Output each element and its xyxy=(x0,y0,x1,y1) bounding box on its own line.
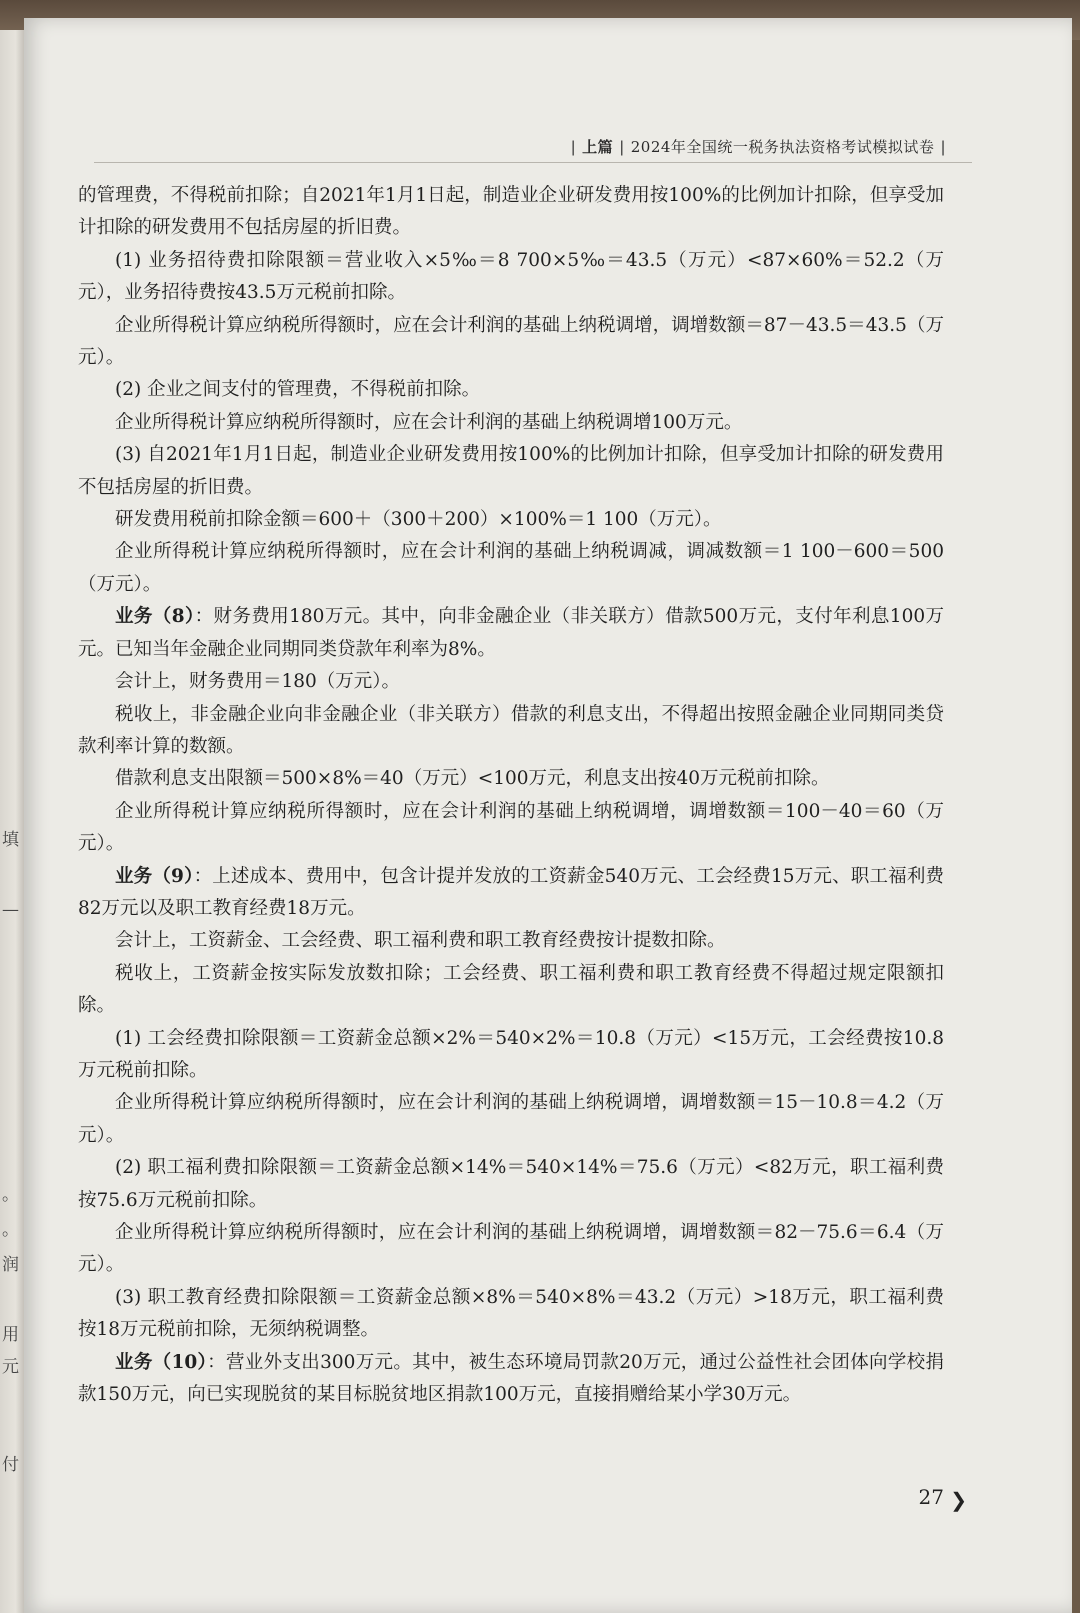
header-title: 2024年全国统一税务执法资格考试模拟试卷 xyxy=(630,138,935,156)
paragraph xyxy=(78,1282,944,1347)
header-part: 上篇 xyxy=(582,138,614,156)
paragraph-text: 税收上，工资薪金按实际发放数扣除；工会经费、职工福利费和职工教育经费不得超过规定限额扣除。 xyxy=(78,962,944,1017)
paragraph xyxy=(78,439,944,504)
business-item-label: 业务（10） xyxy=(115,1351,208,1373)
left-page-fragment: 。 xyxy=(2,1185,19,1205)
paragraph xyxy=(78,536,944,601)
paragraph xyxy=(78,1217,944,1282)
left-page-fragment: 填 xyxy=(2,830,19,850)
paragraph xyxy=(78,925,944,957)
paragraph-text: 企业所得税计算应纳税所得额时，应在会计利润的基础上纳税调增，调增数额＝15－10.8＝4.2（万元）。 xyxy=(78,1092,944,1146)
paragraph-text: 借款利息支出限额＝500×8%＝40（万元）<100万元，利息支出按40万元税前扣除。 xyxy=(115,768,830,790)
book-page xyxy=(24,18,1072,1613)
paragraph xyxy=(78,407,944,439)
left-page-fragment: 付 xyxy=(2,1455,19,1475)
left-page-fragment: 元 xyxy=(2,1357,19,1377)
paragraph xyxy=(78,958,944,1023)
paragraph-text: 企业所得税计算应纳税所得额时，应在会计利润的基础上纳税调减，调减数额＝1 100－600＝500（万元）。 xyxy=(78,541,944,595)
paragraph-text: 企业所得税计算应纳税所得额时，应在会计利润的基础上纳税调增，调增数额＝82－75.6＝6.4（万元）。 xyxy=(78,1222,944,1276)
left-page-edge xyxy=(0,30,26,1613)
page-number: 27 xyxy=(918,1485,944,1509)
paragraph xyxy=(78,699,944,764)
paragraph xyxy=(78,763,944,795)
paragraph-text: (2) 企业之间支付的管理费，不得税前扣除。 xyxy=(115,379,481,401)
paragraph-text: 企业所得税计算应纳税所得额时，应在会计利润的基础上纳税调增100万元。 xyxy=(115,411,743,433)
paragraph xyxy=(78,1023,944,1088)
left-page-fragment: 用 xyxy=(2,1325,19,1345)
paragraph xyxy=(78,180,944,245)
paragraph-text: ：营业外支出300万元。其中，被生态环境局罚款20万元，通过公益性社会团体向学校捐款150万元，向已实现脱贫的某目标脱贫地区捐款100万元，直接捐赠给某小学30万元。 xyxy=(78,1351,944,1406)
page-arrow-icon: ❯ xyxy=(950,1488,967,1512)
paragraph xyxy=(78,374,944,406)
paragraph-text: 研发费用税前扣除金额＝600＋（300＋200）×100%＝1 100（万元）。 xyxy=(115,509,722,531)
paragraph-text: ：上述成本、费用中，包含计提并发放的工资薪金540万元、工会经费15万元、职工福利费82万元以及职工教育经费18万元。 xyxy=(78,865,945,919)
paragraph-text: (3) 自2021年1月1日起，制造业企业研发费用按100%的比例加计扣除，但享受加计扣除的研发费用不包括房屋的折旧费。 xyxy=(78,444,944,498)
paragraph xyxy=(78,861,944,926)
paragraph-text: (1) 工会经费扣除限额＝工资薪金总额×2%＝540×2%＝10.8（万元）<15万元，工会经费按10.8万元税前扣除。 xyxy=(78,1027,944,1081)
business-item-label: 业务（8） xyxy=(115,606,195,628)
paragraph xyxy=(78,310,944,375)
paragraph-text: ：财务费用180万元。其中，向非金融企业（非关联方）借款500万元，支付年利息100万元。已知当年金融企业同期同类贷款年利率为8%。 xyxy=(78,606,945,660)
paragraph-text: 企业所得税计算应纳税所得额时，应在会计利润的基础上纳税调增，调增数额＝100－40＝60（万元）。 xyxy=(78,800,944,855)
paragraph-text: (1) 业务招待费扣除限额＝营业收入×5‰＝8 700×5‰＝43.5（万元）<87×60%＝52.2（万元），业务招待费按43.5万元税前扣除。 xyxy=(78,249,944,304)
paragraph-text: 会计上，财务费用＝180（万元）。 xyxy=(115,671,401,693)
paragraph-text: (2) 职工福利费扣除限额＝工资薪金总额×14%＝540×14%＝75.6（万元）<82万元，职工福利费按75.6万元税前扣除。 xyxy=(78,1157,944,1211)
paragraph xyxy=(78,1087,944,1152)
running-header: | 上篇 | 2024年全国统一税务执法资格考试模拟试卷 | xyxy=(570,138,946,156)
left-page-fragment: 。 xyxy=(2,1220,19,1240)
paragraph-text: 企业所得税计算应纳税所得额时，应在会计利润的基础上纳税调增，调增数额＝87－43.5＝43.5（万元）。 xyxy=(78,314,944,369)
paragraph xyxy=(78,1347,944,1412)
header-divider xyxy=(94,162,972,163)
paragraph xyxy=(78,245,944,310)
left-page-fragment: 润 xyxy=(2,1255,19,1275)
paragraph xyxy=(78,666,944,698)
paragraph xyxy=(78,504,944,536)
paragraph-text: (3) 职工教育经费扣除限额＝工资薪金总额×8%＝540×8%＝43.2（万元）>18万元，职工福利费按18万元税前扣除，无须纳税调整。 xyxy=(78,1286,944,1341)
paragraph-text: 会计上，工资薪金、工会经费、职工福利费和职工教育经费按计提数扣除。 xyxy=(115,930,726,952)
page-body xyxy=(78,180,944,1411)
business-item-label: 业务（9） xyxy=(115,865,194,887)
paragraph xyxy=(78,796,944,861)
paragraph-text: 税收上，非金融企业向非金融企业（非关联方）借款的利息支出，不得超出按照金融企业同期同类贷款利率计算的数额。 xyxy=(78,703,944,757)
paragraph xyxy=(78,601,944,666)
paragraph xyxy=(78,1152,944,1217)
paragraph-text: 的管理费，不得税前扣除；自2021年1月1日起，制造业企业研发费用按100%的比例加计扣除，但享受加计扣除的研发费用不包括房屋的折旧费。 xyxy=(78,185,944,239)
left-page-fragment: — xyxy=(2,900,19,920)
